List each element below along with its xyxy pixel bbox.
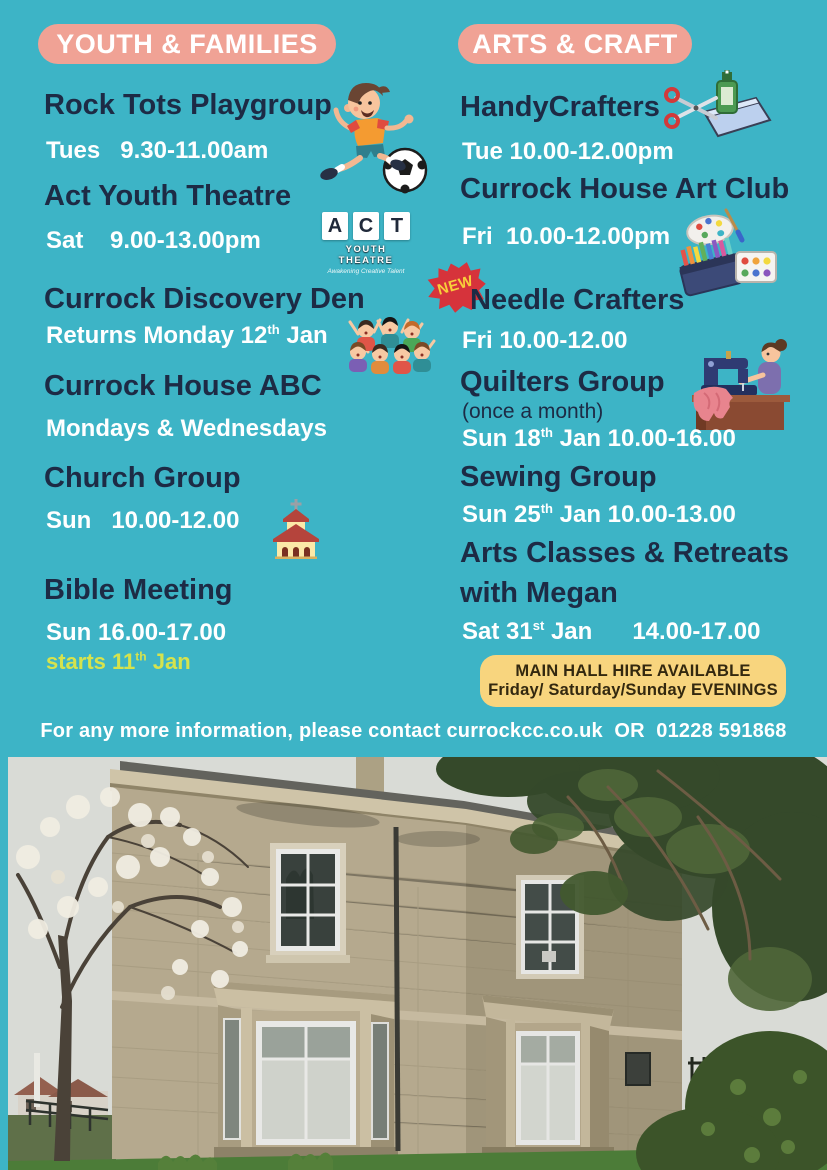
time-text: Sun 18	[462, 425, 541, 452]
church-icon	[270, 497, 322, 559]
time-text: Jan 10.00-16.00	[552, 425, 736, 452]
event-title-megan-line1: Arts Classes & Retreats	[460, 537, 789, 569]
cheering-kids-icon	[344, 308, 436, 374]
craft-supplies-icon	[658, 70, 772, 150]
event-title-rock-tots: Rock Tots Playgroup	[44, 89, 332, 121]
soccer-boy-icon	[312, 70, 434, 196]
act-logo-name: YOUTH THEATRE	[338, 244, 394, 266]
event-title-bible-meeting: Bible Meeting	[44, 574, 233, 606]
event-title-megan-line2: with Megan	[460, 577, 618, 609]
act-logo	[318, 212, 414, 275]
event-subtitle-quilters: (once a month)	[462, 400, 604, 423]
section-header-arts-craft: ARTS & CRAFT	[458, 24, 692, 64]
contact-info: For any more information, please contact currockcc.co.uk OR 01228 591868	[40, 720, 787, 742]
sewing-machine-icon	[686, 331, 798, 435]
art-supplies-icon	[676, 208, 778, 298]
event-time-currock-house-abc: Mondays & Wednesdays	[46, 415, 327, 442]
event-title-sewing-group: Sewing Group	[460, 461, 657, 493]
note-text: Jan	[146, 649, 191, 674]
event-title-quilters: Quilters Group	[460, 366, 665, 398]
event-time-discovery-den	[46, 322, 328, 350]
time-ordinal: th	[540, 425, 553, 440]
event-time-bible-meeting: Sun 16.00-17.00	[46, 619, 227, 646]
act-logo-letter: C	[353, 212, 379, 240]
currock-house-photo	[8, 757, 827, 1170]
event-title-needle-crafters: Needle Crafters	[470, 284, 685, 316]
event-time-church-group: Sun 10.00-12.00	[46, 507, 240, 534]
time-ordinal: st	[532, 618, 545, 633]
time-text: Jan	[279, 322, 328, 349]
note-ordinal: th	[135, 649, 147, 664]
event-time-rock-tots: Tues 9.30-11.00am	[46, 137, 269, 164]
hall-hire-line1: MAIN HALL HIRE AVAILABLE	[515, 662, 751, 680]
hall-hire-banner	[480, 655, 786, 707]
time-text: Sun 25	[462, 501, 541, 528]
event-title-act-youth-theatre: Act Youth Theatre	[44, 180, 292, 212]
time-text: Jan 10.00-13.00	[552, 501, 736, 528]
section-header-youth-families: YOUTH & FAMILIES	[38, 24, 336, 64]
event-title-church-group: Church Group	[44, 462, 241, 494]
event-time-sewing-group	[462, 501, 736, 529]
act-logo-letter: A	[322, 212, 348, 240]
event-time-quilters	[462, 425, 736, 453]
event-time-art-club: Fri 10.00-12.00pm	[462, 223, 671, 250]
event-title-currock-house-abc: Currock House ABC	[44, 370, 322, 402]
event-time-megan	[462, 618, 760, 646]
time-ordinal: th	[267, 322, 280, 337]
hall-hire-line2: Friday/ Saturday/Sunday EVENINGS	[488, 681, 778, 699]
time-ordinal: th	[540, 501, 553, 516]
event-title-handycrafters: HandyCrafters	[460, 91, 660, 123]
event-note-bible-meeting	[46, 649, 191, 675]
act-logo-tagline: Awakening Creative Talent	[327, 268, 405, 275]
act-logo-letter: T	[384, 212, 410, 240]
time-text: Returns Monday 12	[46, 322, 268, 349]
event-time-needle-crafters: Fri 10.00-12.00	[462, 327, 628, 354]
note-text: starts 11	[46, 649, 136, 674]
time-text: Jan 14.00-17.00	[544, 618, 761, 645]
new-badge-label: NEW	[435, 272, 476, 299]
event-title-discovery-den: Currock Discovery Den	[44, 283, 365, 315]
event-time-handycrafters: Tue 10.00-12.00pm	[462, 138, 674, 165]
time-text: Sat 31	[462, 618, 533, 645]
event-time-act-youth-theatre: Sat 9.00-13.00pm	[46, 227, 261, 254]
event-title-art-club: Currock House Art Club	[460, 173, 790, 205]
